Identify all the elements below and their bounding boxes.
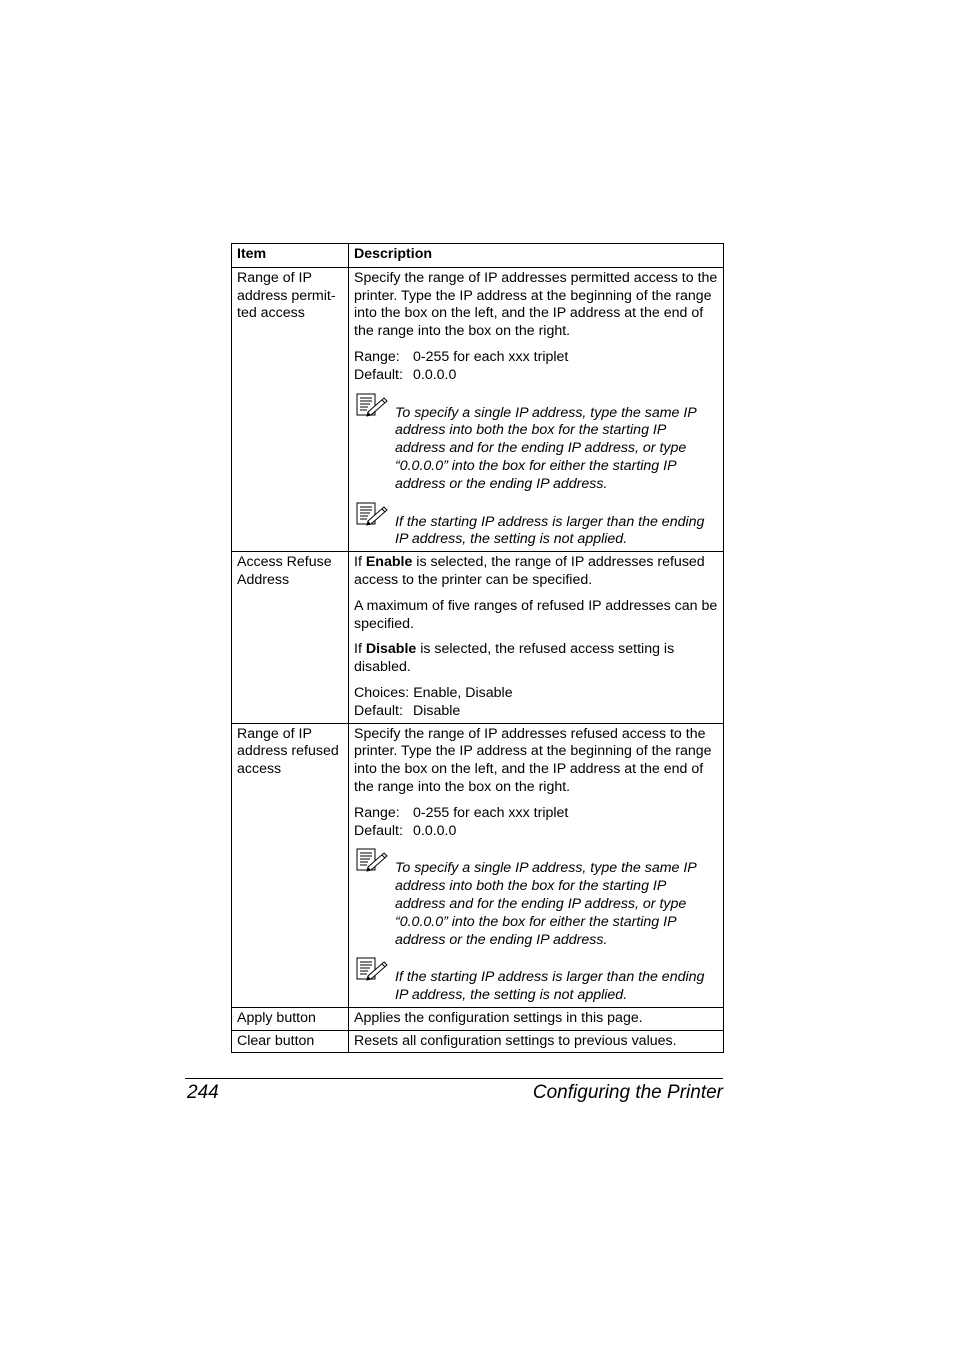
enable-paragraph: If Enable is selected, the range of IP addresses refused access to the printer can be specified. (354, 554, 705, 588)
default-value: Disable (413, 702, 461, 719)
range-default-block (354, 805, 720, 841)
table-row (232, 723, 724, 1007)
table-row (232, 267, 724, 551)
table-header-row (232, 244, 724, 268)
table-row (232, 1007, 724, 1030)
column-header-description: Description (349, 244, 724, 268)
row-item-label: Clear button (232, 1030, 349, 1053)
range-value: 0-255 for each xxx triplet (413, 348, 569, 365)
row-item-label: Access Refuse Address (232, 552, 349, 723)
row-description (349, 552, 724, 723)
note-text: If the starting IP address is larger than the ending IP address, the setting is not applied. (395, 513, 705, 548)
row-description (349, 267, 724, 551)
table-row (232, 552, 724, 723)
default-value: 0.0.0.0 (413, 822, 457, 839)
note (354, 393, 720, 494)
table-row (232, 1030, 724, 1053)
range-label: Range: (354, 804, 400, 821)
range-value: 0-255 for each xxx triplet (413, 804, 569, 821)
chapter-title: Configuring the Printer (532, 1082, 723, 1103)
row-description: Applies the configuration settings in this page. (349, 1007, 724, 1030)
note-pencil-icon (356, 848, 388, 872)
max-ranges-paragraph: A maximum of five ranges of refused IP addresses can be specified. (354, 597, 718, 632)
row-description: Resets all configuration settings to previous values. (349, 1030, 724, 1053)
enable-keyword: Enable (365, 554, 413, 571)
note-pencil-icon (356, 393, 388, 417)
default-label: Default: (354, 822, 403, 839)
range-label: Range: (354, 348, 400, 365)
note-pencil-icon (356, 502, 388, 526)
settings-table (231, 243, 724, 1053)
row-description (349, 723, 724, 1007)
footer-divider (185, 1078, 723, 1079)
note-pencil-icon (356, 957, 388, 981)
disable-keyword: Disable (365, 641, 417, 658)
note (354, 502, 720, 550)
default-label: Default: (354, 702, 403, 719)
choices-label: Choices: (354, 684, 410, 701)
column-header-item: Item (232, 244, 349, 268)
choices-value: Enable, Disable (413, 684, 513, 701)
row-item-label: Apply button (232, 1007, 349, 1030)
default-label: Default: (354, 366, 403, 383)
disable-paragraph: If Disable is selected, the refused access setting is disabled. (354, 641, 675, 676)
default-value: 0.0.0.0 (413, 366, 457, 383)
note (354, 848, 720, 949)
page-number: 244 (187, 1082, 219, 1103)
note-text: If the starting IP address is larger than the ending IP address, the setting is not applied. (395, 969, 705, 1004)
range-default-block (354, 349, 720, 385)
note-text: To specify a single IP address, type the same IP address into both the box for the starting IP address and for the ending IP address, or type “0.0.0.0” into the box for either the starting IP address or the ending IP address. (395, 404, 697, 492)
row-item-label: Range of IP address permit-ted access (232, 267, 349, 551)
description-text: Specify the range of IP addresses permitted access to the printer. Type the IP address at the beginning of the range into the box on the left, and the IP address at the end of the range into the box on the right. (354, 269, 718, 340)
note-text: To specify a single IP address, type the same IP address into both the box for the starting IP address and for the ending IP address, or type “0.0.0.0” into the box for either the starting IP address or the ending IP address. (395, 860, 697, 948)
description-text: Specify the range of IP addresses refused access to the printer. Type the IP address at the beginning of the range into the box on the left, and the IP address at the end of the range into the box on the right. (354, 725, 712, 795)
note (354, 957, 720, 1005)
choices-default-block (354, 685, 720, 721)
row-item-label: Range of IP address refused access (232, 723, 349, 1007)
